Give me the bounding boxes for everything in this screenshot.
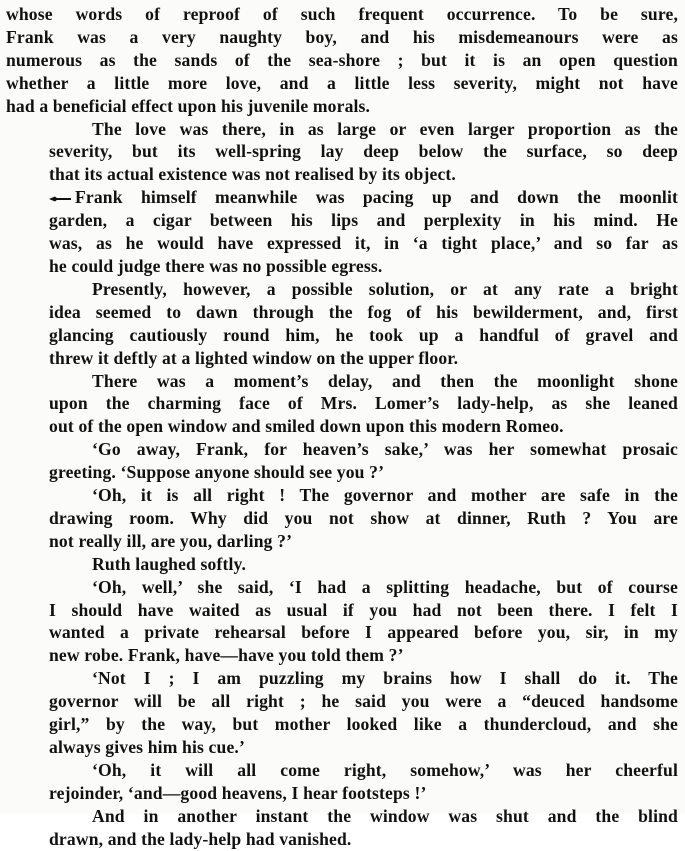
text-line: greeting. ‘Suppose anyone should see you ?’ [49, 462, 385, 483]
text-line: idea seemed to dawn through the fog of his bewilderment, and, first [49, 301, 678, 322]
paragraph-8 [6, 553, 678, 576]
text-line: I should have waited as usual if you had not been there. I felt I [49, 599, 678, 620]
text-line: he could judge there was no possible egress. [49, 255, 383, 276]
paragraph-9 [6, 576, 678, 668]
paragraph-7 [6, 484, 678, 553]
text-line: glancing cautiously round him, he took up a handful of gravel and [49, 324, 678, 345]
text-line: ‘Oh, well,’ she said, ‘I had a splitting headache, but of course [92, 576, 678, 597]
text-line: Presently, however, a possible solution, or at any rate a bright [92, 278, 678, 299]
text-line: wanted a private rehearsal before I appeared before you, sir, in my [49, 622, 678, 643]
paragraph-10 [6, 667, 678, 759]
text-line: garden, a cigar between his lips and perplexity in his mind. He [49, 210, 678, 231]
text-line: out of the open window and smiled down upon this modern Romeo. [49, 416, 564, 437]
text-line: drawn, and the lady-help had vanished. [49, 828, 352, 849]
text-line: rejoinder, ‘and—good heavens, I hear footsteps !’ [49, 782, 427, 803]
text-line: There was a moment’s delay, and then the moonlight shone [92, 370, 678, 391]
paragraph-6 [6, 438, 678, 484]
text-line: whose words of reproof of such frequent occurrence. To be sure, [6, 4, 678, 24]
text-line: ‘Not I ; I am puzzling my brains how I shall do it. The [92, 668, 678, 689]
text-line: that its actual existence was not realised by its object. [49, 164, 456, 185]
text-line-content: Frank himself meanwhile was pacing up and down the moonlit [75, 187, 678, 208]
paragraph-2 [6, 118, 678, 187]
text-line: not really ill, are you, darling ?’ [49, 530, 293, 551]
text-line: new robe. Frank, have—have you told them ?’ [49, 645, 404, 666]
paragraph-12 [6, 805, 678, 851]
paragraph-11 [6, 759, 678, 805]
text-line: ‘Go away, Frank, for heaven’s sake,’ was her somewhat prosaic [92, 439, 678, 460]
paragraph-1 [6, 3, 678, 118]
article-column [6, 3, 678, 851]
text-line: whether a little more love, and a little less severity, might not have [6, 72, 678, 93]
text-line: governor will be all right ; he said you were a “deuced handsome [49, 691, 678, 712]
text-line: girl,” by the way, but mother looked like a thundercloud, and she [49, 714, 678, 735]
paragraph-5 [6, 370, 678, 439]
text-line: upon the charming face of Mrs. Lomer’s lady-help, as she leaned [49, 393, 678, 414]
text-line: numerous as the sands of the sea-shore ; but it is an open question [6, 49, 678, 70]
text-line: was, as he would have expressed it, in ‘a tight place,’ and so far as [49, 233, 678, 254]
text-line: had a beneficial effect upon his juvenile morals. [6, 95, 371, 116]
paragraph-3 [6, 186, 678, 278]
text-line: Ruth laughed softly. [92, 553, 247, 574]
text-line: The love was there, in as large or even larger proportion as the [92, 118, 678, 139]
printers-mark-icon [49, 196, 71, 202]
text-line: severity, but its well-spring lay deep below the surface, so deep [49, 141, 678, 162]
text-line: drawing room. Why did you not show at dinner, Ruth ? You are [49, 507, 678, 528]
text-line [6, 186, 678, 209]
text-line: Frank was a very naughty boy, and his misdemeanours were as [6, 26, 678, 47]
text-line: And in another instant the window was shut and the blind [92, 805, 678, 826]
text-line: ‘Oh, it will all come right, somehow,’ was her cheerful [92, 759, 678, 780]
text-line: threw it deftly at a lighted window on the upper floor. [49, 347, 459, 368]
paragraph-4 [6, 278, 678, 370]
text-line: ‘Oh, it is all right ! The governor and mother are safe in the [92, 485, 678, 506]
text-line: always gives him his cue.’ [49, 737, 245, 757]
